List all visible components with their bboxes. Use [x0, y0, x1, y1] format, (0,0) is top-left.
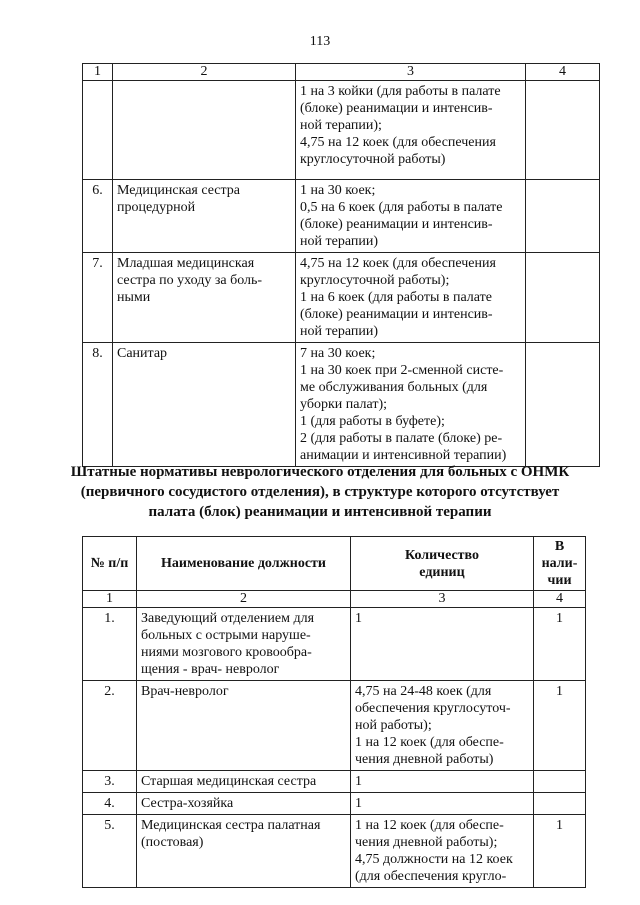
- column-number-2: 2: [113, 64, 296, 81]
- available-count: 1: [534, 681, 586, 771]
- available-count: [534, 793, 586, 815]
- table-header-numbers: [83, 64, 600, 81]
- table-row: [83, 771, 586, 793]
- staffing-norms-table: [82, 536, 586, 888]
- row-number: [83, 81, 113, 180]
- row-number: 8.: [83, 343, 113, 467]
- row-number: 5.: [83, 815, 137, 888]
- position-name: Санитар: [113, 343, 296, 467]
- available-count: 1: [534, 815, 586, 888]
- page-number: 113: [309, 34, 331, 49]
- position-name: Сестра-хозяйка: [137, 793, 351, 815]
- row-number: 7.: [83, 253, 113, 343]
- column-number-3: 3: [296, 64, 526, 81]
- unit-quantity: 1 на 12 коек (для обеспе- чения дневной работы); 4,75 должности на 12 коек (для обеспечения кругло-: [351, 815, 534, 888]
- available-count: [526, 180, 600, 253]
- row-number: 2.: [83, 681, 137, 771]
- column-header-number: № п/п: [83, 537, 137, 591]
- unit-quantity: 1 на 30 коек; 0,5 на 6 коек (для работы в палате (блоке) реанимации и интенсив- ной терапии): [296, 180, 526, 253]
- table-row: [83, 180, 600, 253]
- column-number-4: 4: [534, 591, 586, 608]
- unit-quantity: 4,75 на 24-48 коек (для обеспечения круглосуточ- ной работы); 1 на 12 коек (для обеспе- чения дневной работы): [351, 681, 534, 771]
- position-name: Старшая медицинская сестра: [137, 771, 351, 793]
- row-number: 1.: [83, 608, 137, 681]
- table-row: [83, 608, 586, 681]
- available-count: [534, 771, 586, 793]
- table-header-numbers: [83, 591, 586, 608]
- available-count: [526, 343, 600, 467]
- column-number-1: 1: [83, 64, 113, 81]
- table-row: [83, 253, 600, 343]
- column-header-position: Наименование должности: [137, 537, 351, 591]
- row-number: 3.: [83, 771, 137, 793]
- column-header-available: В нали- чии: [534, 537, 586, 591]
- table-row: [83, 793, 586, 815]
- position-name: Врач-невролог: [137, 681, 351, 771]
- position-name: [113, 81, 296, 180]
- unit-quantity: 1 на 3 койки (для работы в палате (блоке) реанимации и интенсив- ной терапии); 4,75 на 12 коек (для обеспечения круглосуточной работы): [296, 81, 526, 180]
- table-row: [83, 81, 600, 180]
- table-row: [83, 681, 586, 771]
- column-number-4: 4: [526, 64, 600, 81]
- table-row: [83, 343, 600, 467]
- section-heading: Штатные нормативы неврологического отделения для больных с ОНМК (первичного сосудистого отделения), в структуре которого отсутствует палата (блок) реанимации и интенсивной терапии: [70, 464, 570, 520]
- unit-quantity: 7 на 30 коек; 1 на 30 коек при 2-сменной систе- ме обслуживания больных (для уборки палат); 1 (для работы в буфете); 2 (для работы в палате (блоке) ре- анимации и интенсивной терапии): [296, 343, 526, 467]
- staffing-table-continued: [82, 63, 600, 467]
- table-column-headers: [83, 537, 586, 591]
- column-number-2: 2: [137, 591, 351, 608]
- column-number-3: 3: [351, 591, 534, 608]
- available-count: 1: [534, 608, 586, 681]
- table-row: [83, 815, 586, 888]
- column-number-1: 1: [83, 591, 137, 608]
- unit-quantity: 1: [351, 793, 534, 815]
- position-name: Заведующий отделением для больных с острыми наруше- ниями мозгового кровообра- щения - врач- невролог: [137, 608, 351, 681]
- position-name: Медицинская сестра процедурной: [113, 180, 296, 253]
- position-name: Медицинская сестра палатная (постовая): [137, 815, 351, 888]
- unit-quantity: 1: [351, 771, 534, 793]
- available-count: [526, 81, 600, 180]
- unit-quantity: 4,75 на 12 коек (для обеспечения круглосуточной работы); 1 на 6 коек (для работы в палате (блоке) реанимации и интенсив- ной терапии): [296, 253, 526, 343]
- row-number: 4.: [83, 793, 137, 815]
- row-number: 6.: [83, 180, 113, 253]
- position-name: Младшая медицинская сестра по уходу за боль- ными: [113, 253, 296, 343]
- unit-quantity: 1: [351, 608, 534, 681]
- column-header-quantity: Количество единиц: [351, 537, 534, 591]
- available-count: [526, 253, 600, 343]
